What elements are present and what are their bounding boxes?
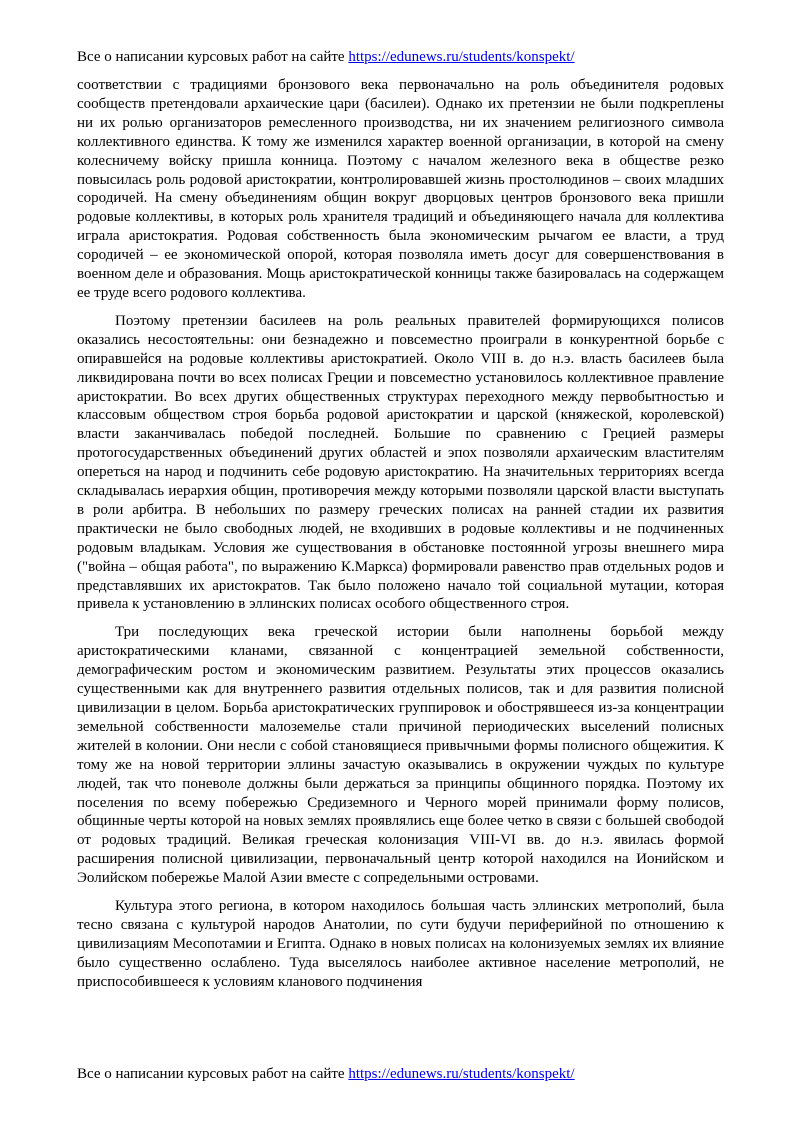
paragraph-2: Поэтому претензии басилеев на роль реальных правителей формирующихся полисов оказались несостоятельны: они безнадежно и повсеместно проиграли в конкурентной борьбе с опиравшейся на родовые коллективы аристократией. Около VIII в. до н.э. власть басилеев была ликвидирована почти во всех полисах Греции и повсеместно установилось коллективное правление аристократии. Во всех других общественных структурах переходного между первобытностью и классовым обществом строя борьба родовой аристократии и царской (княжеской, королевской) власти заканчивалась победой последней. Большие по сравнению с Грецией размеры протогосударственных объединений других областей и эпох позволяли архаическим властителям опереться на народ и подчинить себе родовую аристократию. На значительных территориях всегда складывалась иерархия общин, противоречия между которыми позволяли царской власти выступать в роли арбитра. В небольших по размеру греческих полисах на ранней стадии их развития практически не было свободных людей, не входивших в родовые коллективы и не подчиненных родовым владыкам. Условия же существования в обстановке постоянной угрозы внешнего мира ("война – общая работа", по выражению К.Маркса) формировали равенство прав отдельных родов и представлявших их аристократов. Так было положено начало той социальной мутации, которая привела к установлению в эллинских полисах особого общественного строя. [77,312,724,613]
paragraph-4: Культура этого региона, в котором находилось большая часть эллинских метрополий, была тесно связана с культурой народов Анатолии, по сути будучи периферийной по отношению к цивилизациям Месопотамии и Египта. Однако в новых полисах на колонизуемых землях их влияние было существенно ослаблено. Туда выселялось наиболее активное население метрополий, не приспособившееся к условиям кланового подчинения [77,898,724,990]
page-footer [77,1065,727,1084]
page-header [77,48,727,67]
footer-text: Все о написании курсовых работ на сайте [77,1066,349,1082]
document-body [77,76,724,1001]
paragraph-3: Три последующих века греческой истории были наполнены борьбой между аристократическими кланами, связанной с концентрацией земельной собственности, демографическим ростом и экономическим развитием. Результаты этих процессов оказались существенными как для внутреннего развития отдельных полисов, так и для развития полисной цивилизации в целом. Борьба аристократических группировок и обострявшееся из-за концентрации земельной собственности малоземелье стали причиной периодических выселений полисных жителей в колонии. Они несли с собой становящиеся привычными формы полисного общежития. К тому же на новой территории эллины зачастую оказывались в окружении чуждых по культуре людей, так что поневоле должны были держаться за принципы общинного порядка. Поэтому их поселения по всему побережью Средиземного и Черного морей принимали форму полисов, общинные черты которой на новых землях проявлялись еще более четко в связи с большей свободой от родовых традиций. Великая греческая колонизация VIII-VI вв. до н.э. явилась формой расширения полисной цивилизации, первоначальный центр которой находился на Ионийском и Эолийском побережье Малой Азии вместе с сопредельными островами. [77,624,724,887]
header-text: Все о написании курсовых работ на сайте [77,49,349,65]
footer-link[interactable]: https://edunews.ru/students/konspekt/ [348,1066,575,1082]
header-link[interactable]: https://edunews.ru/students/konspekt/ [348,49,575,65]
paragraph-1: соответствии с традициями бронзового века первоначально на роль объединителя родовых сообществ претендовали архаические цари (басилеи). Однако их претензии не были подкреплены ни их ролью организаторов ремесленного производства, ни их значением религиозного символа коллективного единства. К тому же изменился характер военной организации, в которой на смену колесничему войску пришла конница. Поэтому с началом железного века в обществе резко повысилась роль родовой аристократии, контролировавшей жизнь простолюдинов – своих младших сородичей. На смену объединениям общин вокруг дворцовых центров бронзового века пришли родовые коллективы, в которых роль хранителя традиций и объединяющего начала для коллектива играла аристократия. Родовая собственность была экономическим рычагом ее власти, а труд сородичей – ее экономической опорой, которая позволяла иметь досуг для совершенствования в военном деле и образования. Мощь аристократической конницы также базировалась на содержащем ее труде всего родового коллектива. [77,77,724,301]
